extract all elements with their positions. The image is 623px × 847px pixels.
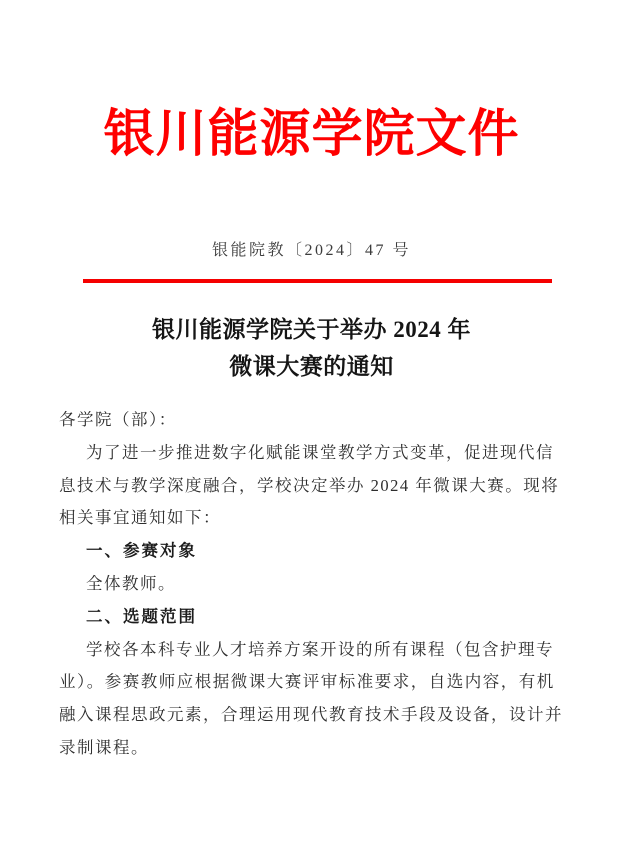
notice-body bbox=[59, 404, 563, 765]
notice-title-line1: 银川能源学院关于举办 2024 年 bbox=[152, 317, 471, 342]
body-line: 全体教师。 bbox=[86, 573, 176, 593]
section-heading-2: 二、选题范围 bbox=[86, 607, 197, 626]
notice-title-line2: 微课大赛的通知 bbox=[229, 353, 394, 379]
body-line: 息技术与教学深度融合，学校决定举办 2024 年微课大赛。现将 bbox=[59, 475, 560, 495]
section-heading-1: 一、参赛对象 bbox=[86, 542, 197, 561]
masthead-title: 银川能源学院文件 bbox=[103, 107, 520, 163]
document-number: 银能院教〔2024〕47 号 bbox=[211, 242, 411, 259]
body-line: 相关事宜通知如下： bbox=[59, 508, 221, 528]
notice-title bbox=[0, 312, 623, 385]
body-line: 融入课程思政元素，合理运用现代教育技术手段及设备，设计并 bbox=[59, 705, 563, 725]
header-divider-line bbox=[83, 279, 552, 283]
salutation-line: 各学院（部）： bbox=[59, 410, 177, 429]
body-line: 学校各本科专业人才培养方案开设的所有课程（包含护理专 bbox=[86, 639, 554, 659]
body-line: 录制课程。 bbox=[59, 737, 149, 757]
body-line: 为了进一步推进数字化赋能课堂教学方式变革，促进现代信 bbox=[86, 442, 554, 462]
body-line: 业）。参赛教师应根据微课大赛评审标准要求，自选内容，有机 bbox=[59, 672, 555, 692]
